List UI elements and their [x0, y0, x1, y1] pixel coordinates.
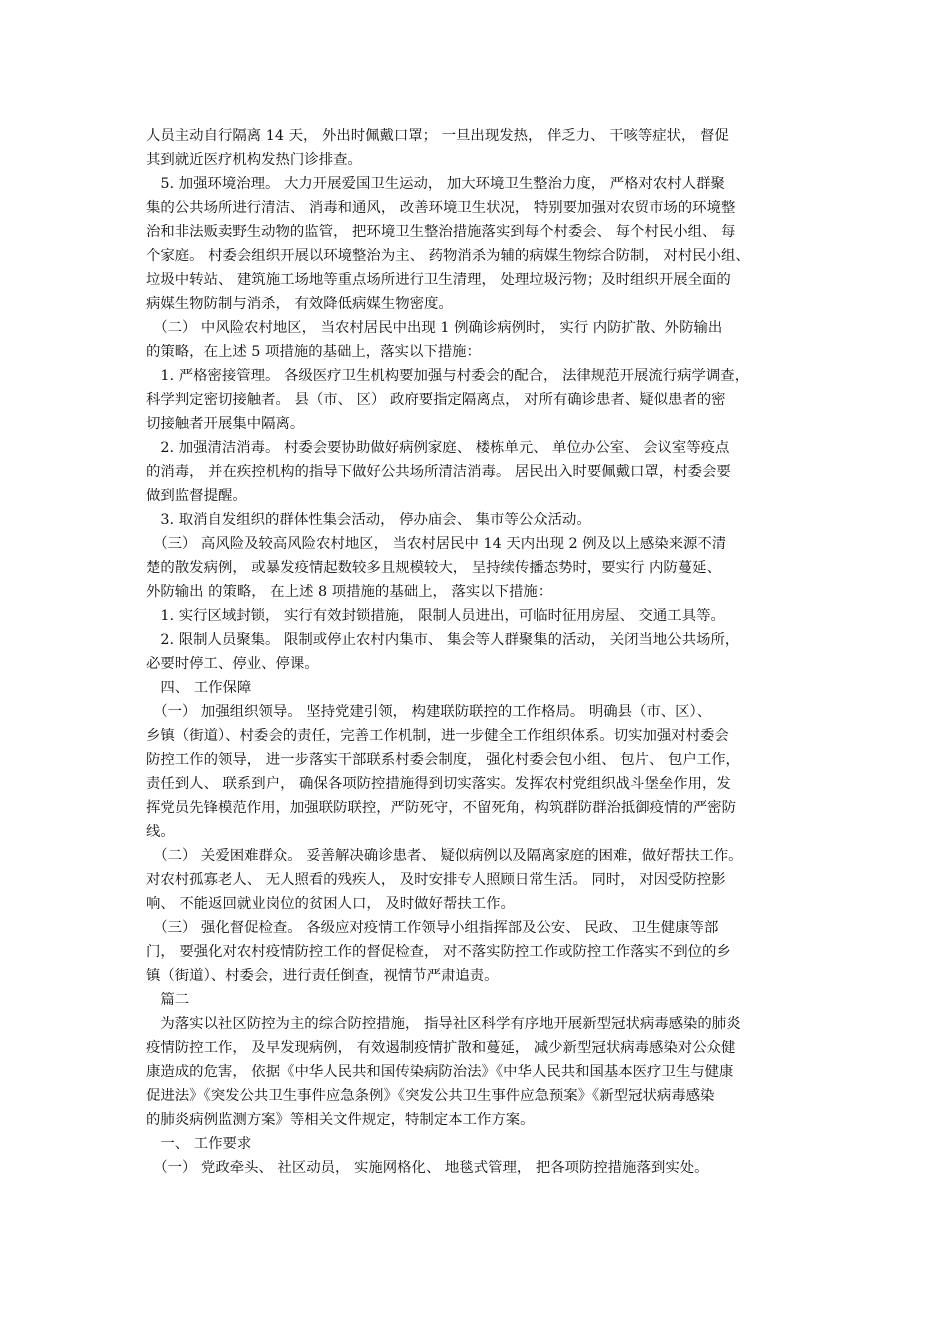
- text-line: 责任到人、 联系到户， 确保各项防控措施得到切实落实。发挥农村党组织战斗堡垒作用，发: [146, 776, 731, 792]
- text-line: 的消毒， 并在疾控机构的指导下做好公共场所清洁消毒。 居民出入时要佩戴口罩，村委会要: [146, 464, 731, 480]
- text-line: 2. 加强清洁消毒。 村委会要协助做好病例家庭、 楼栋单元、 单位办公室、 会议室等疫点: [146, 440, 730, 456]
- text-line: 的肺炎病例监测方案》等相关文件规定，特制定本工作方案。: [146, 1112, 535, 1128]
- text-line: 3. 取消自发组织的群体性集会活动， 停办庙会、 集市等公众活动。: [146, 512, 591, 528]
- text-line: （三） 高风险及较高风险农村地区， 当农村居民中 14 天内出现 2 例及以上感染来源不清: [146, 536, 727, 552]
- text-line: 防控工作的领导， 进一步落实干部联系村委会制度， 强化村委会包小组、 包片、 包户工作，: [146, 752, 740, 768]
- text-line: 康造成的危害， 依据《中华人民共和国传染病防治法》《中华人民共和国基本医疗卫生与健康: [146, 1064, 734, 1080]
- text-line: 垃圾中转站、 建筑施工场地等重点场所进行卫生清理， 处理垃圾污物；及时组织开展全面的: [146, 272, 731, 288]
- text-line: 线。: [146, 824, 175, 840]
- text-line: 促进法》《突发公共卫生事件应急条例》《突发公共卫生事件应急预案》《新型冠状病毒感染: [146, 1088, 715, 1104]
- text-line: 人员主动自行隔离 14 天， 外出时佩戴口罩； 一旦出现发热， 伴乏力、 干咳等症状， 督促: [146, 128, 729, 144]
- text-line: 四、 工作保障: [146, 680, 252, 696]
- text-line: 楚的散发病例， 或暴发疫情起数较多且规模较大， 呈持续传播态势时，要实行 内防蔓延、: [146, 560, 721, 576]
- text-line: 科学判定密切接触者。 县（市、 区） 政府要指定隔离点， 对所有确诊患者、疑似患者的密: [146, 392, 726, 408]
- text-line: 对农村孤寡老人、 无人照看的残疾人， 及时安排专人照顾日常生活。 同时， 对因受防控影: [146, 872, 726, 888]
- text-line: 外防输出 的策略， 在上述 8 项措施的基础上， 落实以下措施：: [146, 584, 553, 600]
- text-line: 切接触者开展集中隔离。: [146, 416, 305, 432]
- text-line: 门， 要强化对农村疫情防控工作的督促检查， 对不落实防控工作或防控工作落实不到位的乡: [146, 944, 731, 960]
- text-line: 1. 实行区域封锁， 实行有效封锁措施， 限制人员进出，可临时征用房屋、 交通工具等。: [146, 608, 725, 624]
- text-line: （一） 党政牵头、 社区动员， 实施网格化、 地毯式管理， 把各项防控措施落到实处。: [146, 1160, 709, 1176]
- text-line: 的策略，在上述 5 项措施的基础上，落实以下措施：: [146, 344, 481, 360]
- text-line: 治和非法贩卖野生动物的监管， 把环境卫生整治措施落实到每个村委会、 每个村民小组、 每: [146, 224, 736, 240]
- text-line: （二） 中风险农村地区， 当农村居民中出现 1 例确诊病例时， 实行 内防扩散、外防输出: [146, 320, 723, 336]
- text-line: 一、 工作要求: [146, 1136, 252, 1152]
- document-body: [146, 124, 818, 1180]
- text-line: 必要时停工、停业、停课。: [146, 656, 319, 672]
- text-line: 乡镇（街道）、村委会的责任，完善工作机制，进一步健全工作组织体系。切实加强对村委会: [146, 728, 729, 744]
- text-line: 2. 限制人员聚集。 限制或停止农村内集市、 集会等人群聚集的活动， 关闭当地公共场所，: [146, 632, 740, 648]
- text-line: 篇二: [146, 992, 190, 1008]
- text-line: （三） 强化督促检查。 各级应对疫情工作领导小组指挥部及公安、 民政、 卫生健康等部: [146, 920, 719, 936]
- text-line: 1. 严格密接管理。 各级医疗卫生机构要加强与村委会的配合， 法律规范开展流行病学调查，: [146, 368, 750, 384]
- text-line: 其到就近医疗机构发热门诊排查。: [146, 152, 362, 168]
- text-line: 5. 加强环境治理。 大力开展爱国卫生运动， 加大环境卫生整治力度， 严格对农村人群聚: [146, 176, 725, 192]
- text-line: （二） 关爱困难群众。 妥善解决确诊患者、 疑似病例以及隔离家庭的困难，做好帮扶工作。: [146, 848, 743, 864]
- text-line: 做到监督提醒。: [146, 488, 247, 504]
- text-line: 个家庭。 村委会组织开展以环境整治为主、 药物消杀为辅的病媒生物综合防制， 对村民小组、: [146, 248, 750, 264]
- text-line: 集的公共场所进行清洁、 消毒和通风， 改善环境卫生状况， 特别要加强对农贸市场的环境整: [146, 200, 736, 216]
- text-line: 响、 不能返回就业岗位的贫困人口， 及时做好帮扶工作。: [146, 896, 515, 912]
- text-line: 镇（街道）、村委会，进行责任倒查，视情节严肃追责。: [146, 968, 499, 984]
- text-line: 为落实以社区防控为主的综合防控措施， 指导社区科学有序地开展新型冠状病毒感染的肺炎: [146, 1016, 741, 1032]
- text-line: （一） 加强组织领导。 坚持党建引领， 构建联防联控的工作格局。 明确县（市、区）、: [146, 704, 712, 720]
- text-line: 病媒生物防制与消杀， 有效降低病媒生物密度。: [146, 296, 453, 312]
- text-line: 挥党员先锋模范作用，加强联防联控，严防死守，不留死角，构筑群防群治抵御疫情的严密防: [146, 800, 737, 816]
- text-line: 疫情防控工作， 及早发现病例， 有效遏制疫情扩散和蔓延， 减少新型冠状病毒感染对公众健: [146, 1040, 736, 1056]
